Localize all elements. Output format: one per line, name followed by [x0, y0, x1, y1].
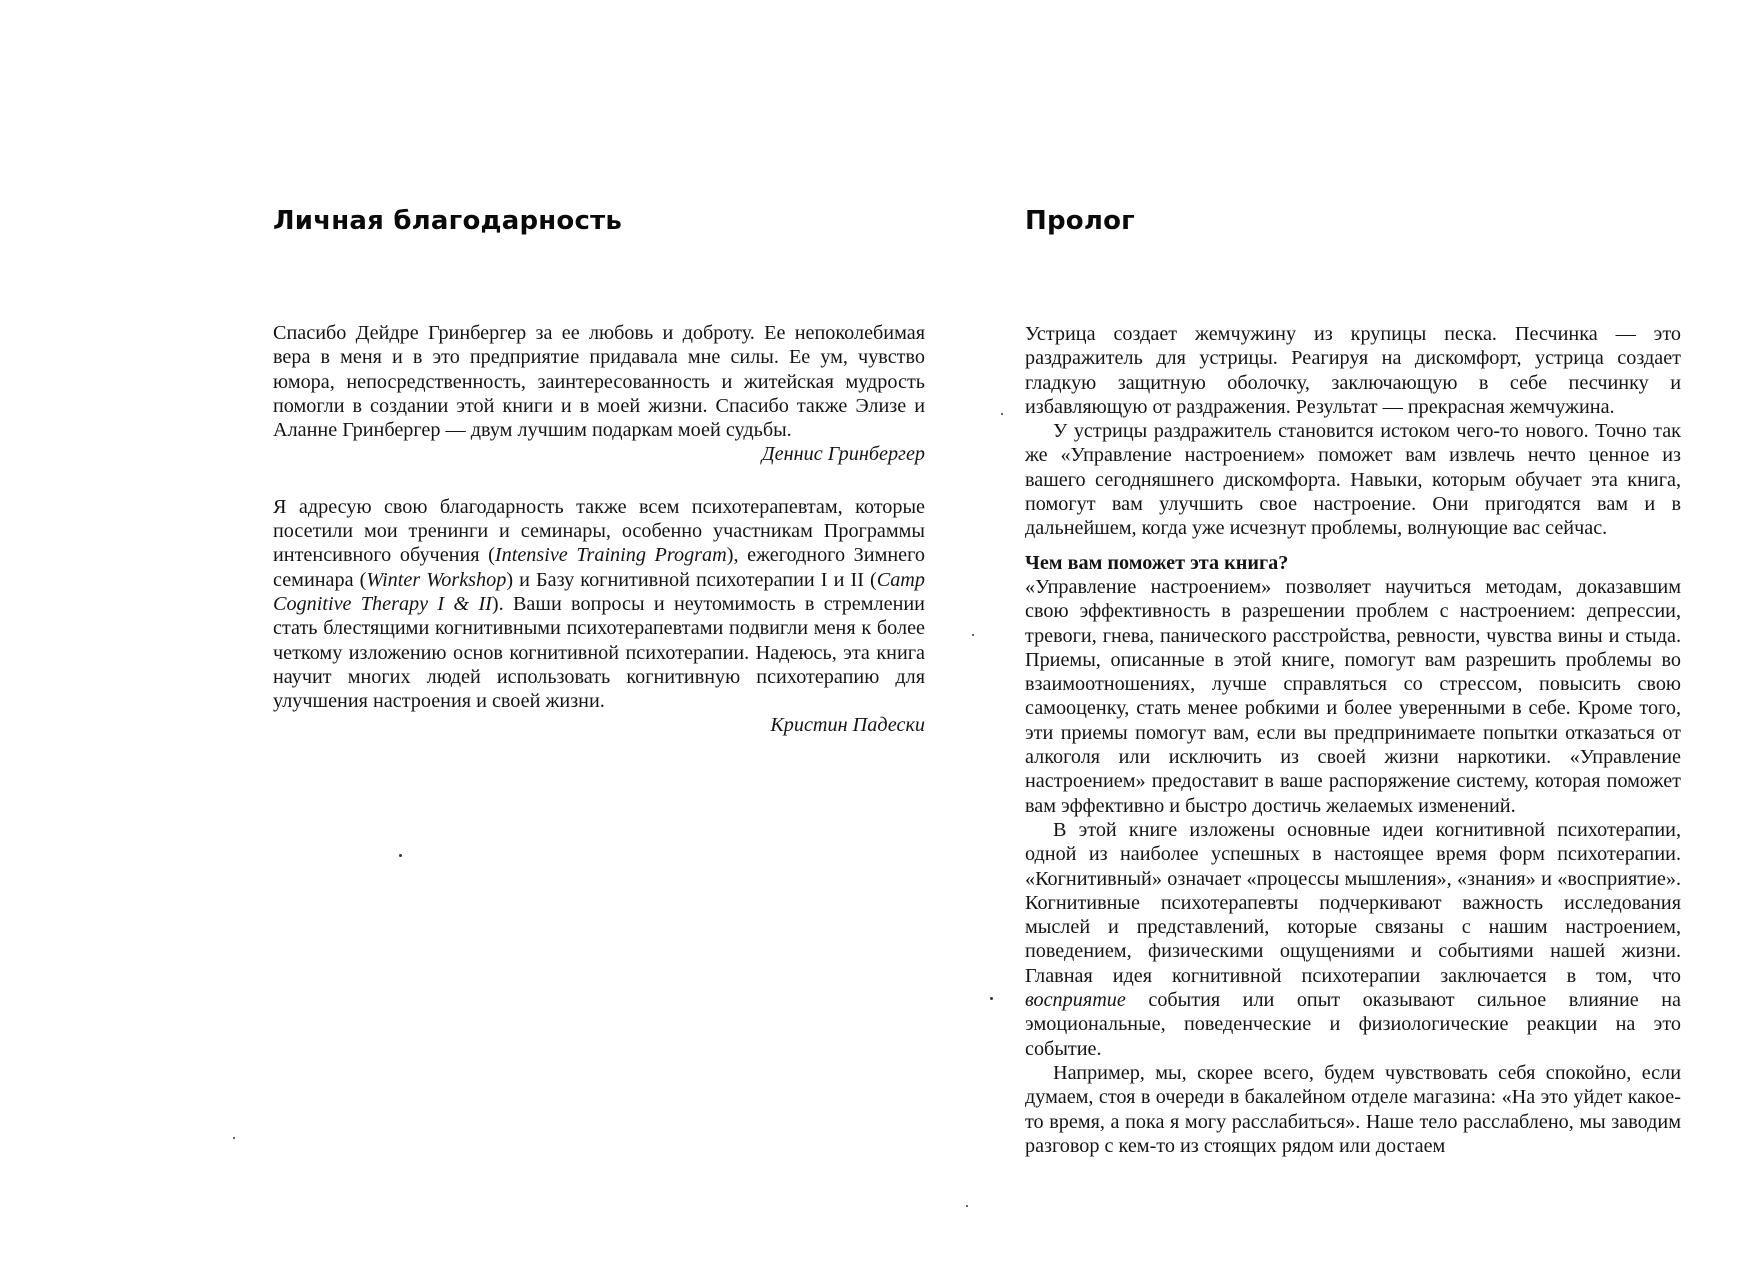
prologue-paragraph-4	[1025, 818, 1681, 1061]
camp-name-english: Camp Cognitive Therapy I & II	[273, 568, 925, 615]
prologue-paragraph-3: «Управление настроением» позволяет научиться методам, доказавшим свою эффективность в разрешении проблем с настроением: депрессии, тревоги, гнева, панического расстройства, ревности, чувства вины и стыда. Приемы, описанные в этой книге, помогут вам разрешить проблемы во взаимоотношениях, лучше справляться со стрессом, повысить свою самооценку, стать менее робкими и более уверенными в себе. Кроме того, эти приемы помогут вам, если вы предпринимаете попытки отказаться от алкоголя или исключить из своей жизни наркотики. «Управление настроением» предоставит в ваше распоряжение систему, которая поможет вам эффективно и быстро достичь желаемых изменений.	[1025, 575, 1681, 817]
signature-padesky: Кристин Падески	[770, 714, 925, 737]
scan-speck	[1001, 413, 1003, 415]
scan-speck	[233, 1137, 235, 1139]
paragraph-2-text-2: ), ежегодного Зимнего семинара (	[273, 544, 925, 591]
prologue-paragraph-1: Устрица создает жемчужину из крупицы песка. Песчинка — это раздражитель для устрицы. Реагируя на дискомфорт, устрица создает гладкую защитную оболочку, заключающую в себе песчинку и избавляющую от раздражения. Результат — прекрасная жемчужина.	[1025, 323, 1681, 418]
right-page	[1025, 0, 1681, 1281]
paragraph-2-text-4: ). Ваши вопросы и неутомимость в стремлении стать блестящими когнитивными психотерапевтами подвигли меня к более четкому изложению основ когнитивной психотерапии. Надеюсь, эта книга научит многих людей использовать когнитивную психотерапию для улучшения настроения и своей жизни.	[273, 592, 925, 713]
acknowledgment-paragraph-1: Спасибо Дейдре Гринбергер за ее любовь и доброту. Ее непоколебимая вера в меня и в это предприятие придавала мне силы. Ее ум, чувство юмора, непосредственность, заинтересованность и житейская мудрость помогли в создании этой книги и в моей жизни. Спасибо также Элизе и Аланне Гринбергер — двум лучшим подаркам моей судьбы.	[273, 322, 925, 442]
scan-speck	[399, 854, 402, 857]
right-page-body	[1025, 322, 1681, 1158]
prologue-paragraph-5: Например, мы, скорее всего, будем чувствовать себя спокойно, если думаем, стоя в очереди в бакалейном отделе магазина: «На это уйдет какое-то время, а пока я могу расслабиться». Наше тело расслаблено, мы заводим разговор с кем-то из стоящих рядом или достаем	[1025, 1061, 1681, 1157]
left-page-heading: Личная благодарность	[273, 206, 623, 236]
workshop-name-english: Winter Workshop	[366, 568, 507, 591]
left-page	[273, 0, 925, 1281]
paragraph-4-text-1: В этой книге изложены основные идеи когнитивной психотерапии, одной из наиболее успешных в настоящее время форм психотерапии. «Когнитивный» означает «процессы мышления», «знания» и «восприятие». Когнитивные психотерапевты подчеркивают важность исследования мыслей и представлений, которые связаны с нашим настроением, поведением, физическими ощущениями и событиями нашей жизни. Главная идея когнитивной психотерапии заключается в том, что	[1025, 818, 1681, 987]
scan-speck	[990, 997, 993, 1000]
paragraph-4-text-2: события или опыт оказывают сильное влияние на эмоциональные, поведенческие и физиологические реакции на это событие.	[1025, 989, 1681, 1060]
prologue-subheading: Чем вам поможет эта книга?	[1025, 551, 1289, 574]
right-page-heading: Пролог	[1025, 206, 1135, 236]
paragraph-2-text-3: ) и Базу когнитивной психотерапии I и II (	[506, 568, 877, 591]
left-page-body	[273, 321, 925, 738]
scan-speck	[972, 634, 974, 636]
prologue-paragraph-2: У устрицы раздражитель становится истоком чего-то нового. Точно так же «Управление настроением» поможет вам извлечь нечто ценное из вашего сегодняшнего дискомфорта. Навыки, которым обучает эта книга, помогут вам улучшить свое настроение. Они пригодятся вам и в дальнейшем, когда уже исчезнут проблемы, волнующие вас сейчас.	[1025, 420, 1681, 540]
scan-speck	[966, 1205, 968, 1207]
acknowledgment-paragraph-2	[273, 495, 925, 714]
paragraph-2-text-1: Я адресую свою благодарность также всем психотерапевтам, которые посетили мои тренинги и семинары, особенно участникам Программы интенсивного обучения (	[273, 495, 925, 567]
program-name-english: Intensive Training Program	[494, 544, 727, 567]
paragraph-4-emphasis: восприятие	[1025, 989, 1126, 1012]
signature-greenberger: Деннис Гринбергер	[761, 443, 925, 466]
